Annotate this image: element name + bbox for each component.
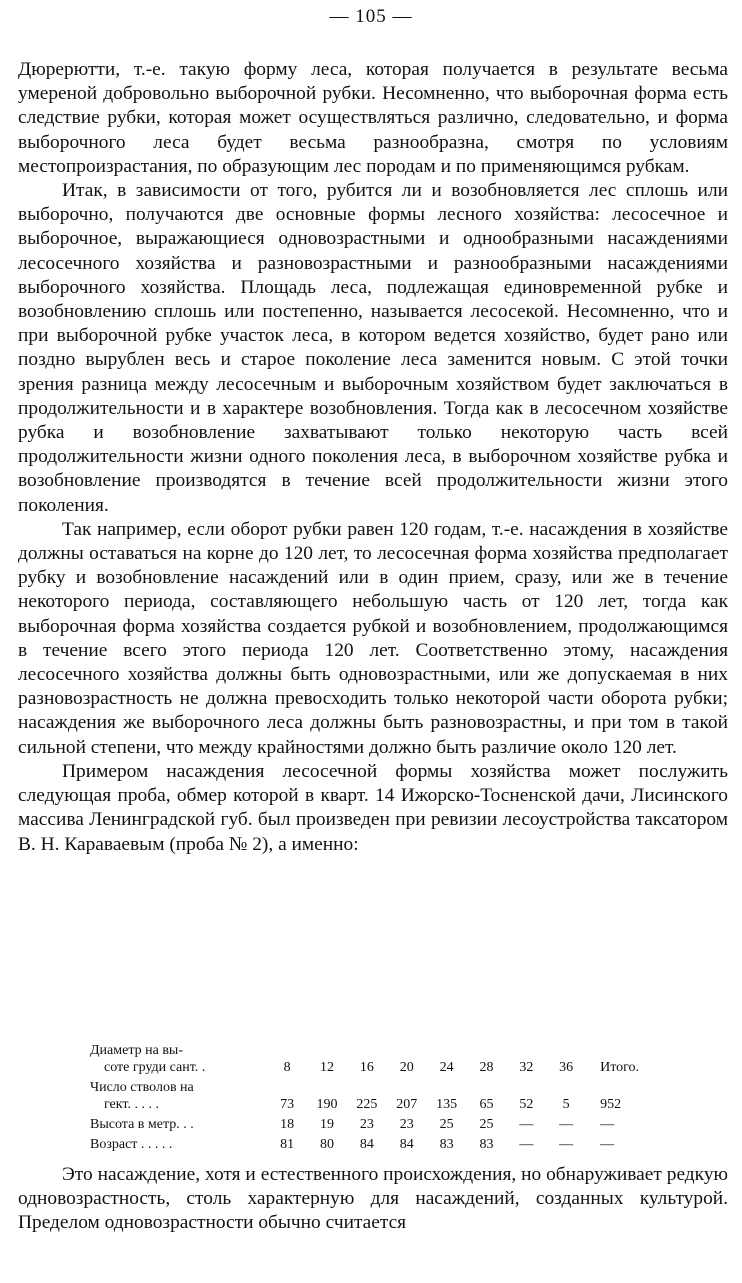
table-row-stem-count <box>88 1079 668 1116</box>
table-cell: 18 <box>280 1117 295 1132</box>
row-label: Высота в метр. . . <box>90 1117 194 1132</box>
table-cell: 5 <box>562 1097 570 1112</box>
table-cell: 25 <box>479 1117 494 1132</box>
table-cell: 73 <box>280 1097 295 1112</box>
table-cell: 84 <box>399 1137 414 1152</box>
row-label-line: соте груди сант. . <box>104 1060 206 1075</box>
table-cell: — <box>519 1117 534 1132</box>
table-cell-total: — <box>600 1137 615 1152</box>
table-cell: 20 <box>399 1060 414 1075</box>
paragraph: Так например, если оборот рубки равен 120 годам, т.-е. насаждения в хозяйстве должны оставаться на корне до 120 лет, то лесосечная форма хозяйства предполагает рубку и возобновление насаждений или в один прием, сразу, или же в течение некоторого периода, составляющего небольшую часть от 120 лет, тогда как выборочная форма хозяйства создается рубкой и возобновлением, продолжающимся в течение всего этого периода 120 лет. Соответственно этому, насаждения лесосечного хозяйства должны быть одновозрастными, или же допускаемая в них разновозрастность не должна превосходить только некоторой части оборота рубки; насаждения же выборочного леса должны быть разновозрастны, и при том в такой сильной степени, что между крайностями должно быть различие около 120 лет. <box>18 518 728 758</box>
table-cell: 84 <box>359 1137 374 1152</box>
paragraph: Примером насаждения лесосечной формы хозяйства может послужить следующая проба, обмер которой в кварт. 14 Ижорско-Тосненской дачи, Лисинского массива Ленинградской губ. был произведен при ревизии лесоустройства таксатором В. Н. Караваевым (проба № 2), а именно: <box>18 760 728 855</box>
table-cell: 36 <box>559 1060 574 1075</box>
paragraph: Итак, в зависимости от того, рубится ли и возобновляется лес сплошь или выборочно, получаются две основные формы лесного хозяйства: лесосечное и выборочное, выражающиеся одновозрастными и однообразными насаждениями лесосечного хозяйства и разновозрастными и разнообразными насаждениями выборочного хозяйства. Площадь леса, подлежащая единовременной рубке и возобновлению сплошь или постепенно, называется лесосекой. Несомненно, что и при выборочной рубке участок леса, в котором ведется хозяйство, будет рано или поздно вырублен весь и старое поколение леса заменится новым. С этой точки зрения разница между лесосечным и выборочным хозяйством будет заключаться в продолжительности и в характере возобновления. Тогда как в лесосечном хозяйстве рубка и возобновление захватывают только некоторую часть всей продолжительности жизни одного поколения леса, в выборочном хозяйстве рубка и возобновление производятся в течение всей продолжительности жизни этого поколения. <box>18 180 728 516</box>
table-cell: 24 <box>439 1060 454 1075</box>
table-cell: 65 <box>479 1097 494 1112</box>
table-row-diameter <box>88 1042 668 1079</box>
row-label <box>88 1042 267 1079</box>
table-cell: 190 <box>316 1097 338 1112</box>
table-cell: 23 <box>399 1117 414 1132</box>
table-cell: 19 <box>319 1117 334 1132</box>
table-row-height <box>88 1116 668 1136</box>
body-text <box>18 58 728 857</box>
table-cell: 52 <box>519 1097 534 1112</box>
table-cell: — <box>559 1137 574 1152</box>
table-cell: 81 <box>280 1137 295 1152</box>
table-cell: 8 <box>283 1060 291 1075</box>
table-cell: 16 <box>359 1060 374 1075</box>
table-cell-total: 952 <box>600 1097 622 1112</box>
table-cell: — <box>519 1137 534 1152</box>
table-cell: 80 <box>319 1137 334 1152</box>
row-label-line: гект. . . . . <box>104 1097 159 1112</box>
row-label <box>88 1079 267 1116</box>
table-cell: 12 <box>319 1060 334 1075</box>
paragraph: Дюрерютти, т.-е. такую форму леса, которая получается в результате весьма умереной добровольно выборочной рубки. Несомненно, что выборочная форма есть следствие рубки, которая может осуществляться различно, следовательно, и форма выборочного леса будет весьма разнообразна, смотря по условиям местопроизрастания, по образующим лес породам и по применяющимся рубкам. <box>18 59 728 177</box>
table-cell: 83 <box>479 1137 494 1152</box>
paragraph: Это насаждение, хотя и естественного происхождения, но обнаруживает редкую одновозрастность, столь характерную для насаждений, созданных культурой. Пределом одновозрастности обычно считается <box>18 1164 728 1234</box>
row-label-line: Диаметр на вы- <box>90 1043 184 1058</box>
table-cell: 25 <box>439 1117 454 1132</box>
table-cell: — <box>559 1117 574 1132</box>
table-cell: 28 <box>479 1060 494 1075</box>
table-row-age <box>88 1136 668 1153</box>
row-label: Возраст . . . . . <box>90 1137 173 1152</box>
table-cell: 135 <box>436 1097 458 1112</box>
table-cell: 83 <box>439 1137 454 1152</box>
table-cell-total: — <box>600 1117 615 1132</box>
sample-plot-table <box>88 1042 668 1153</box>
table-cell: 207 <box>396 1097 418 1112</box>
table-cell: 32 <box>519 1060 534 1075</box>
page-number-header: — 105 — <box>329 6 413 27</box>
body-text-continued <box>18 1163 728 1236</box>
row-label-line: Число стволов на <box>90 1080 194 1095</box>
table-cell-total: Итого. <box>600 1060 640 1075</box>
table-cell: 23 <box>359 1117 374 1132</box>
table-cell: 225 <box>356 1097 378 1112</box>
